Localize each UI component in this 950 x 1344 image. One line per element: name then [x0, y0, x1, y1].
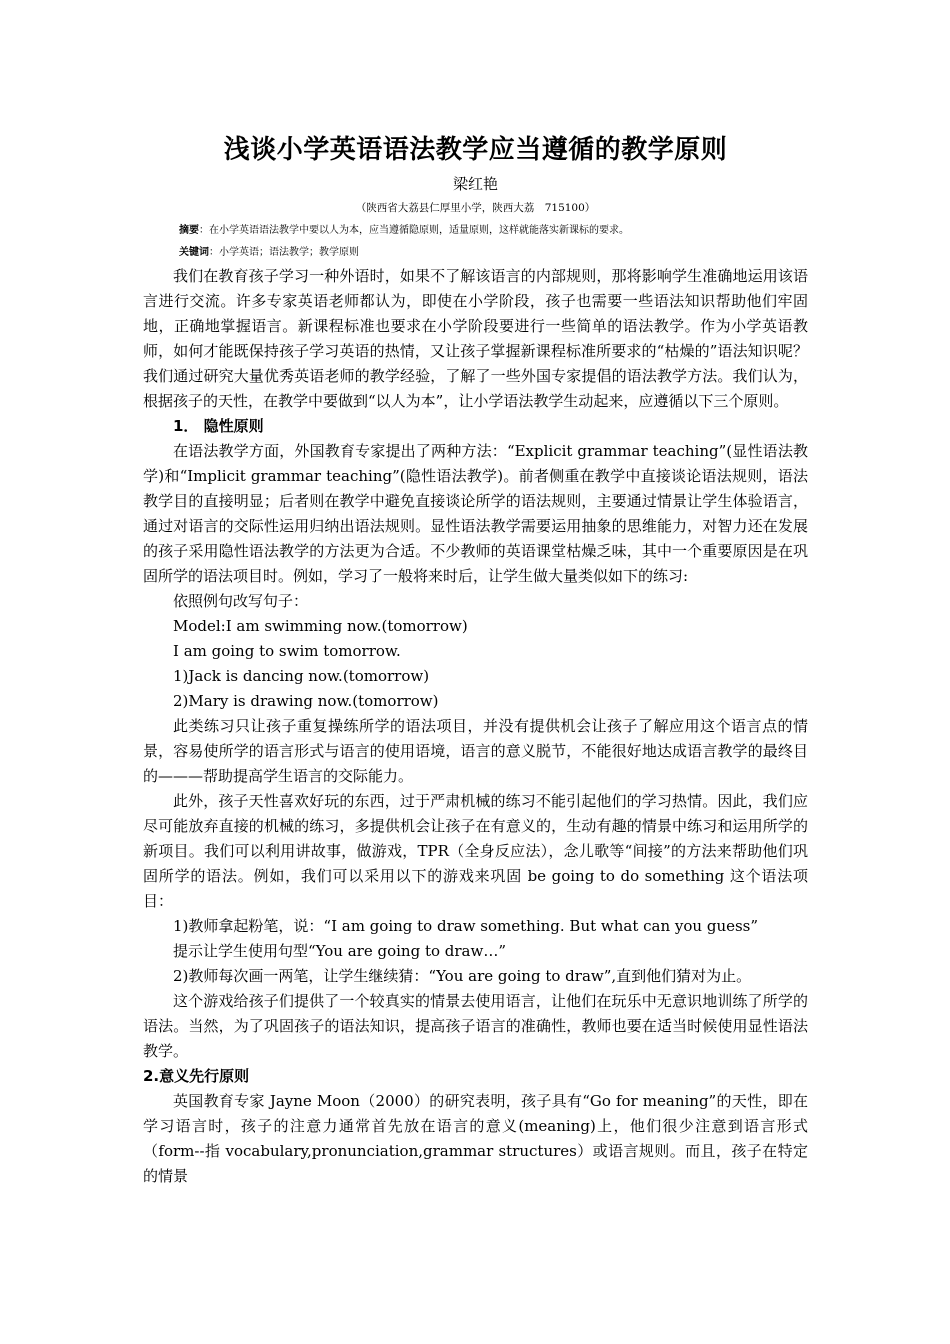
section-1-paragraph-2: 此类练习只让孩子重复操练所学的语法项目，并没有提供机会让孩子了解应用这个语言点的情景，容易使所学的语言形式与语言的使用语境，语言的意义脱节，不能很好地达成语言教学的最终目的———帮助提高学生语言的交际能力。 — [143, 717, 808, 785]
keywords-label: 关键词 — [179, 247, 209, 258]
abstract-text: ：在小学英语语法教学中要以人为本，应当遵循隐原则，适量原则，这样就能落实新课标的要求。 — [199, 225, 629, 236]
document-page — [143, 128, 808, 1189]
section-1-paragraph-1: 在语法教学方面，外国教育专家提出了两种方法：“Explicit grammar teaching”(显性语法教学)和“Implicit grammar teaching”(隐性语法教学)。前者侧重在教学中直接谈论语法规则，语法教学目的直接明显；后者则在教学中避免直接谈论所学的语法规则，主要通过情景让学生体验语言，通过对语言的交际性运用归纳出语法规则。显性语法教学需要运用抽象的思维能力，对智力还在发展的孩子采用隐性语法教学的方法更为合适。不少教师的英语课堂枯燥乏味，其中一个重要原因是在巩固所学的语法项目时。例如，学习了一般将来时后，让学生做大量类似如下的练习: — [143, 442, 808, 585]
keywords — [179, 242, 808, 264]
exercise-model-answer: I am going to swim tomorrow. — [173, 642, 401, 660]
game-step-2: 2)教师每次画一两笔，让学生继续猜：“You are going to draw”,直到他们猜对为止。 — [173, 967, 752, 985]
game-step-1: 1)教师拿起粉笔，说：“I am going to draw something. But what can you guess” — [173, 917, 759, 935]
author-name: 梁红艳 — [452, 175, 498, 193]
section-1-paragraph-3: 此外，孩子天性喜欢好玩的东西，过于严肃机械的练习不能引起他们的学习热情。因此，我们应尽可能放弃直接的机械的练习，多提供机会让孩子在有意义的，生动有趣的情景中练习和运用所学的新项目。我们可以利用讲故事，做游戏，TPR（全身反应法），念儿歌等“间接”的方法来帮助他们巩固所学的语法。例如，我们可以采用以下的游戏来巩固 be going to do something 这个语法项目： — [143, 792, 808, 910]
exercise-item-1: 1)Jack is dancing now.(tomorrow) — [173, 667, 430, 685]
section-2-paragraph-1: 英国教育专家 Jayne Moon（2000）的研究表明，孩子具有“Go for meaning”的天性，即在学习语言时，孩子的注意力通常首先放在语言的意义(meaning)上，他们很少注意到语言形式（form--指 vocabulary,pronunciation,grammar structures）或语言规则。而且，孩子在特定的情景 — [143, 1092, 808, 1185]
exercise-model: Model:I am swimming now.(tomorrow) — [173, 617, 468, 635]
section-1-paragraph-4: 这个游戏给孩子们提供了一个较真实的情景去使用语言，让他们在玩乐中无意识地训练了所学的语法。当然，为了巩固孩子的语法知识，提高孩子语言的准确性，教师也要在适当时候使用显性语法教学。 — [143, 992, 808, 1060]
abstract-label: 摘要 — [179, 225, 199, 236]
abstract — [179, 220, 808, 242]
author-affiliation: （陕西省大荔县仁厚里小学，陕西大荔 715100） — [355, 202, 596, 214]
intro-paragraph: 我们在教育孩子学习一种外语时，如果不了解该语言的内部规则，那将影响学生准确地运用该语言进行交流。许多专家英语老师都认为，即使在小学阶段，孩子也需要一些语法知识帮助他们牢固地，正确地掌握语言。新课程标准也要求在小学阶段要进行一些简单的语法教学。作为小学英语教师，如何才能既保持孩子学习英语的热情，又让孩子掌握新课程标准所要求的“枯燥的”语法知识呢？我们通过研究大量优秀英语老师的教学经验，了解了一些外国专家提倡的语法教学方法。我们认为，根据孩子的天性，在教学中要做到“以人为本”，让小学语法教学生动起来，应遵循以下三个原则。 — [143, 267, 808, 410]
game-hint: 提示让学生使用句型“You are going to draw…” — [173, 942, 506, 960]
page-title: 浅谈小学英语语法教学应当遵循的教学原则 — [223, 135, 728, 165]
section-1-heading: 1． 隐性原则 — [173, 417, 264, 435]
exercise-item-2: 2)Mary is drawing now.(tomorrow) — [173, 692, 439, 710]
keywords-text: ：小学英语；语法教学；教学原则 — [209, 247, 359, 258]
exercise-instruction: 依照例句改写句子： — [173, 592, 309, 610]
section-2-heading: 2.意义先行原则 — [143, 1067, 250, 1085]
